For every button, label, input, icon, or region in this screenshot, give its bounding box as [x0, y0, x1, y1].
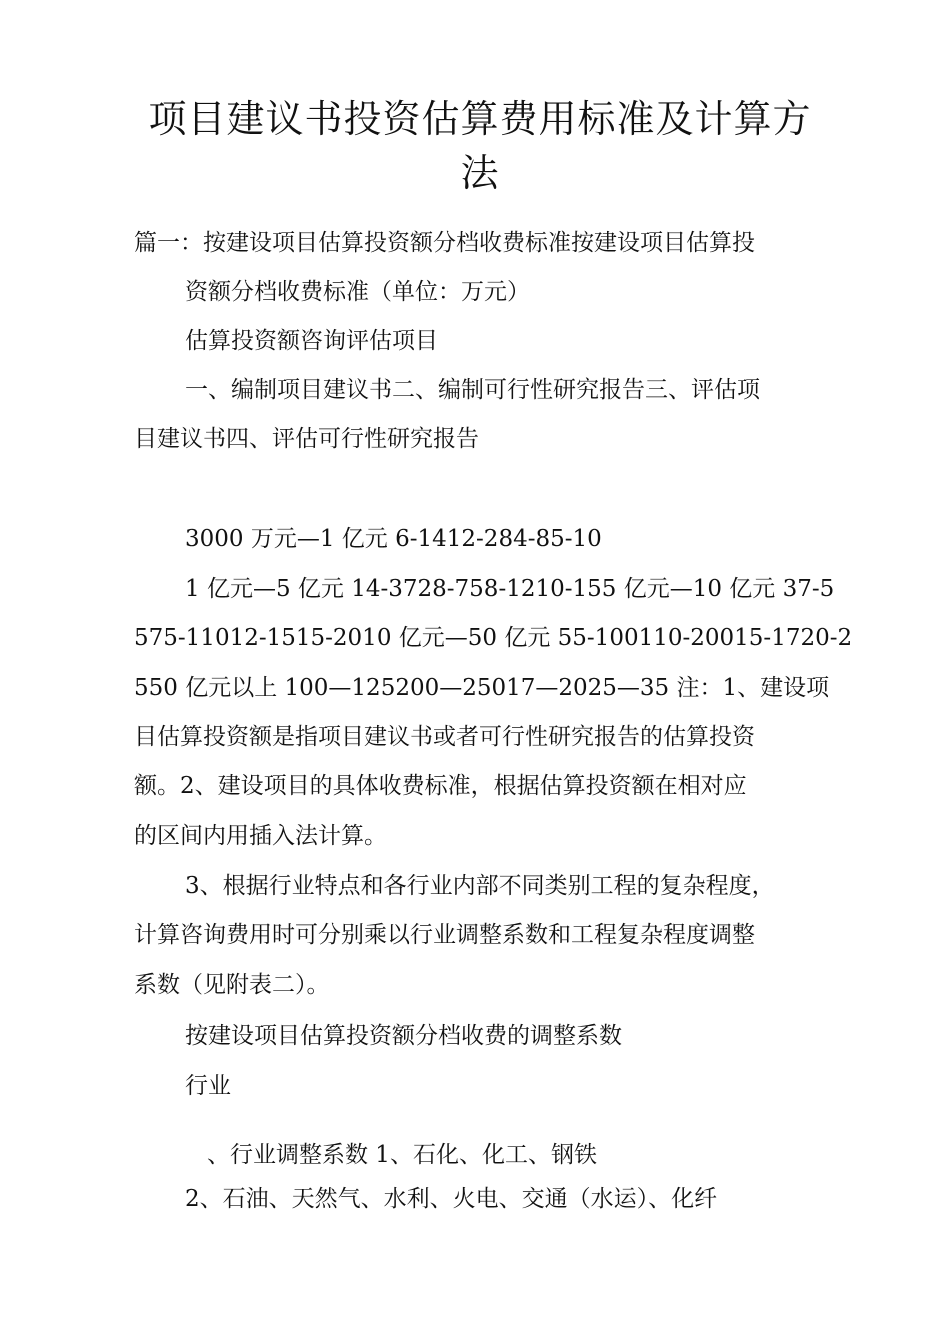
paragraph-line: 的区间内用插入法计算。 — [134, 823, 387, 849]
paragraph-line: 计算咨询费用时可分别乘以行业调整系数和工程复杂程度调整 — [134, 922, 755, 948]
paragraph-line: 资额分档收费标准（单位：万元） — [185, 279, 530, 305]
paragraph-line: 550 亿元以上 100—125200—25017—2025—35 注：1、建设项 — [134, 675, 830, 701]
paragraph-line: 2、石油、天然气、水利、火电、交通（水运）、化纤 — [185, 1186, 718, 1212]
paragraph-line: 575-11012-1515-2010 亿元—50 亿元 55-100110-20015-1720-2 — [134, 625, 853, 651]
paragraph-line: 、行业调整系数 1、石化、化工、钢铁 — [207, 1142, 597, 1168]
paragraph-line: 系数（见附表二）。 — [134, 972, 330, 998]
paragraph-line: 按建设项目估算投资额分档收费的调整系数 — [185, 1023, 622, 1049]
paragraph-line: 目建议书四、评估可行性研究报告 — [134, 426, 479, 452]
paragraph-line: 估算投资额咨询评估项目 — [185, 328, 438, 354]
title-line-2: 法 — [460, 151, 500, 195]
paragraph-line: 行业 — [185, 1073, 231, 1099]
paragraph-line: 3000 万元—1 亿元 6-1412-284-85-10 — [185, 526, 602, 552]
paragraph-line: 1 亿元—5 亿元 14-3728-758-1210-155 亿元—10 亿元 37-5 — [185, 576, 835, 602]
title-line-1: 项目建议书投资估算费用标准及计算方 — [148, 97, 812, 141]
paragraph-line: 目估算投资额是指项目建议书或者可行性研究报告的估算投资 — [134, 724, 755, 750]
paragraph-line: 3、根据行业特点和各行业内部不同类别工程的复杂程度， — [185, 873, 775, 899]
paragraph-line: 篇一：按建设项目估算投资额分档收费标准按建设项目估算投 — [134, 230, 755, 256]
document-title — [130, 92, 830, 200]
paragraph-line: 一、编制项目建议书二、编制可行性研究报告三、评估项 — [185, 377, 760, 403]
paragraph-line: 额。2、建设项目的具体收费标准，根据估算投资额在相对应 — [134, 773, 747, 799]
